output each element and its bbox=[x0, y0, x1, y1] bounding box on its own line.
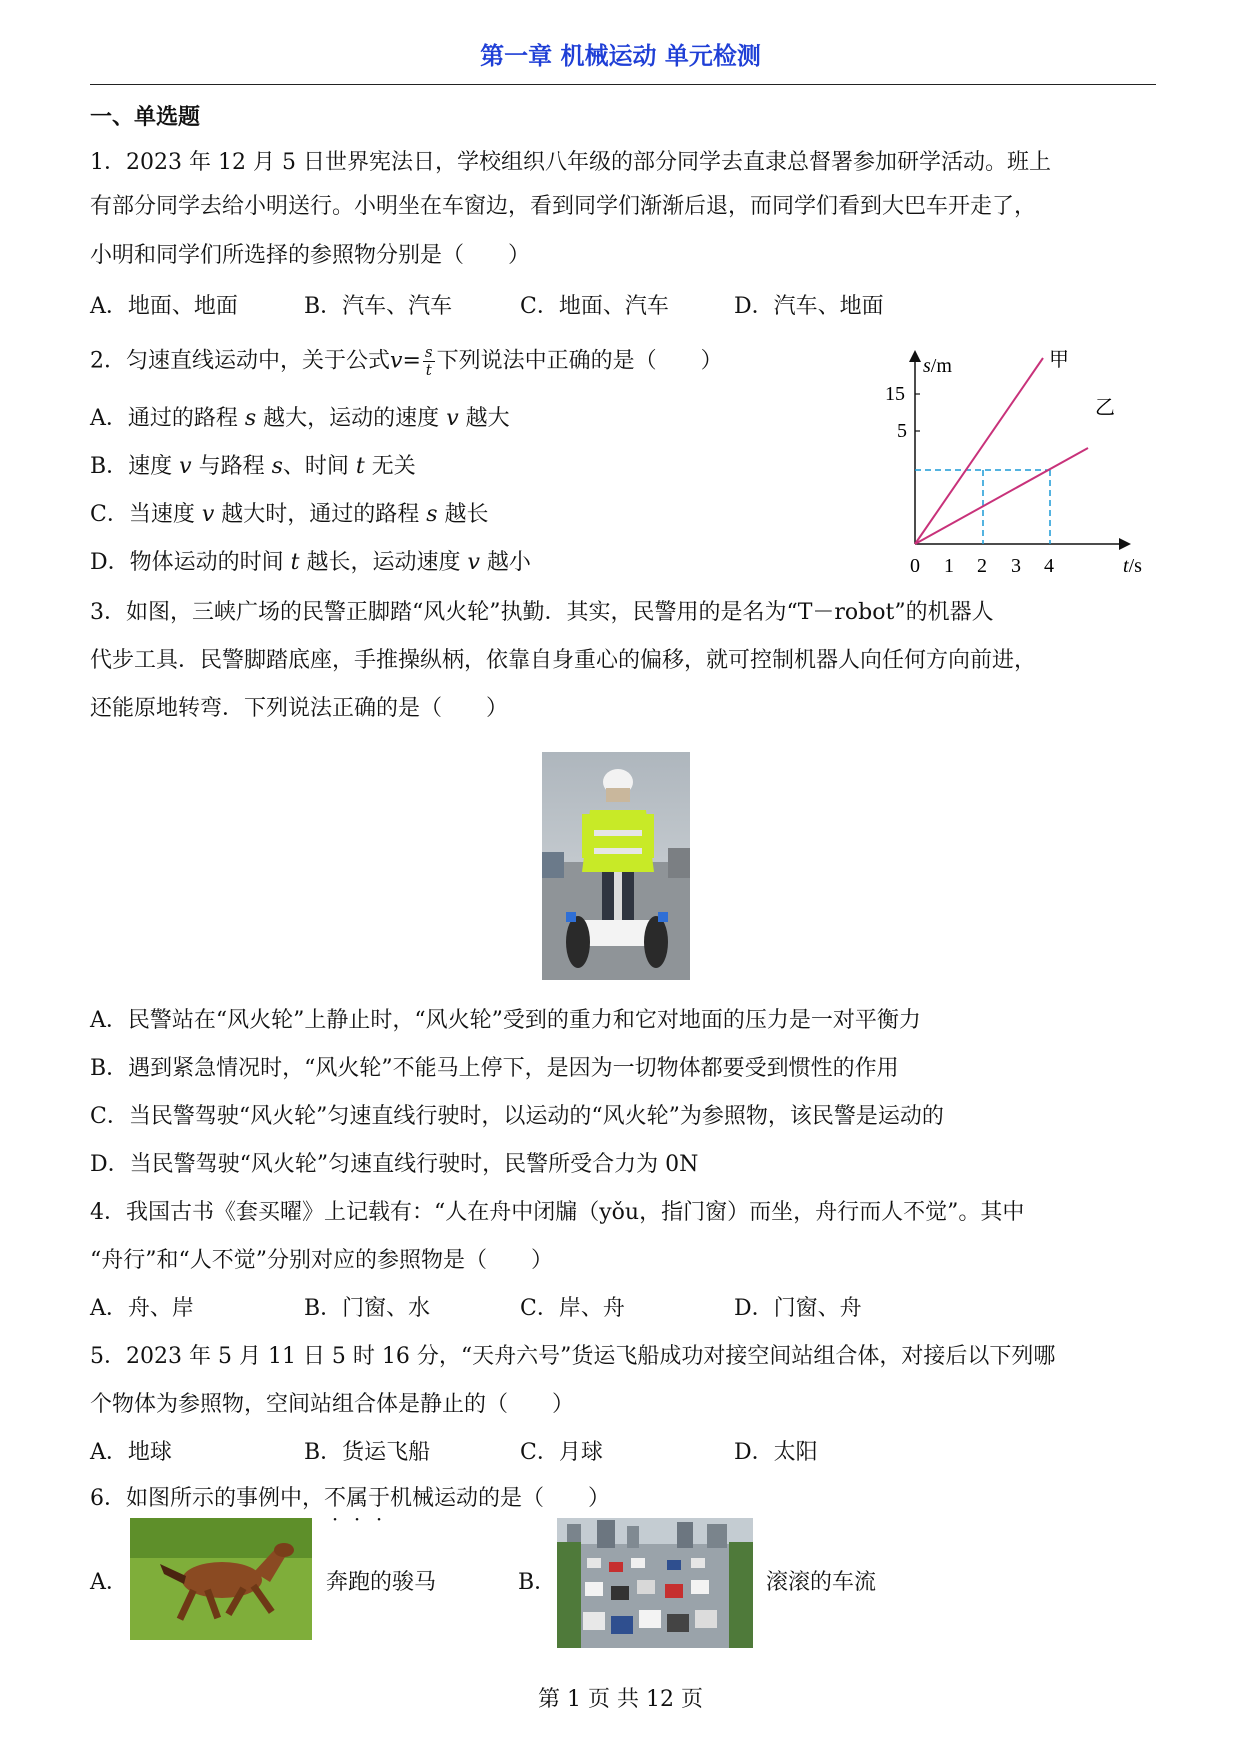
q4-option-b[interactable]: B．门窗、水 bbox=[304, 1296, 431, 1321]
x-axis-label: t/s bbox=[1123, 555, 1142, 577]
q1-option-c[interactable]: C．地面、汽车 bbox=[520, 294, 669, 319]
q5-option-c[interactable]: C．月球 bbox=[520, 1440, 603, 1465]
q2-a-text: A．通过的路程 bbox=[90, 406, 245, 431]
formula-equals: = bbox=[402, 348, 421, 374]
q4-option-c[interactable]: C．岸、舟 bbox=[520, 1296, 625, 1321]
q2-a-text: 越大，运动的速度 bbox=[256, 406, 447, 431]
q2-c-text: 越长 bbox=[437, 502, 489, 527]
x-tick-4: 4 bbox=[1044, 555, 1054, 577]
q5-stem-line1: 5．2023 年 5 月 11 日 5 时 16 分，“天舟六号”货运飞船成功对接空间站组合体，对接后以下列哪 bbox=[90, 1344, 1056, 1369]
line-yi bbox=[915, 448, 1088, 544]
q6-option-b-letter[interactable]: B． bbox=[518, 1570, 557, 1595]
q2-b-text: B．速度 bbox=[90, 454, 180, 479]
q1-stem-line1: 1．2023 年 12 月 5 日世界宪法日，学校组织八年级的部分同学去直隶总督署参加研学活动。班上 bbox=[90, 150, 1051, 175]
q3-stem-line1: 3．如图，三峡广场的民警正脚踏“风火轮”执勤．其实，民警用的是名为“T－robot”的机器人 bbox=[90, 600, 994, 625]
q1-option-b[interactable]: B．汽车、汽车 bbox=[304, 294, 453, 319]
formula-numerator: s bbox=[424, 343, 433, 361]
x-tick-0: 0 bbox=[910, 555, 920, 577]
q2-c-text: 越大时，通过的路程 bbox=[214, 502, 427, 527]
q3-option-a[interactable]: A．民警站在“风火轮”上静止时，“风火轮”受到的重力和它对地面的压力是一对平衡力 bbox=[90, 1008, 921, 1033]
q3-option-b[interactable]: B．遇到紧急情况时，“风火轮”不能马上停下，是因为一切物体都要受到惯性的作用 bbox=[90, 1056, 899, 1081]
q6-emphasis-char: 不 bbox=[324, 1486, 347, 1511]
q2-option-a[interactable] bbox=[90, 404, 510, 434]
q1-stem-line2: 有部分同学去给小明送行。小明坐在车窗边，看到同学们渐渐后退，而同学们看到大巴车开走了， bbox=[90, 194, 1037, 219]
st-graph bbox=[885, 347, 1165, 580]
q2-option-c[interactable] bbox=[90, 500, 489, 530]
q2-b-text: 、时间 bbox=[282, 454, 356, 479]
line-jia-label: 甲 bbox=[1049, 347, 1069, 371]
y-tick-15: 15 bbox=[885, 383, 905, 405]
q2-stem-prefix: 2．匀速直线运动中，关于公式 bbox=[90, 348, 390, 374]
page-footer: 第 1 页 共 12 页 bbox=[538, 1687, 703, 1712]
var-s: s bbox=[244, 406, 257, 431]
var-v: v bbox=[446, 406, 459, 431]
q2-d-text: 越小 bbox=[479, 550, 531, 575]
running-horse-photo bbox=[130, 1518, 312, 1640]
q2-b-text: 无关 bbox=[364, 454, 416, 479]
var-t: t bbox=[290, 550, 300, 575]
line-yi-label: 乙 bbox=[1095, 395, 1115, 419]
header-divider bbox=[90, 84, 1156, 85]
q6-option-b-caption: 滚滚的车流 bbox=[766, 1570, 877, 1595]
q6-stem-post: 机械运动的是（ ） bbox=[390, 1486, 611, 1511]
q2-option-b[interactable] bbox=[90, 452, 416, 482]
q6-stem bbox=[90, 1484, 610, 1514]
var-v: v bbox=[201, 502, 215, 527]
q6-option-a-caption: 奔跑的骏马 bbox=[326, 1570, 437, 1595]
q1-stem-line3: 小明和同学们所选择的参照物分别是（ ） bbox=[90, 243, 531, 268]
q1-option-a[interactable]: A．地面、地面 bbox=[90, 294, 238, 319]
q3-stem-line2: 代步工具．民警脚踏底座，手推操纵柄，依靠自身重心的偏移，就可控制机器人向任何方向前进， bbox=[90, 648, 1037, 673]
q3-stem-line3: 还能原地转弯．下列说法正确的是（ ） bbox=[90, 696, 509, 721]
var-s: s bbox=[271, 454, 283, 479]
q5-option-a[interactable]: A．地球 bbox=[90, 1440, 172, 1465]
q2-option-d[interactable] bbox=[90, 548, 531, 578]
traffic-flow-photo bbox=[557, 1518, 753, 1648]
q4-stem-line1: 4．我国古书《套买曜》上记载有：“人在舟中闭牖（yǒu，指门窗）而坐，舟行而人不觉”。其中 bbox=[90, 1200, 1025, 1225]
q6-stem-pre: 6．如图所示的事例中， bbox=[90, 1486, 324, 1511]
q2-c-text: C．当速度 bbox=[90, 502, 202, 527]
q4-option-d[interactable]: D．门窗、舟 bbox=[734, 1296, 862, 1321]
formula-denominator: t bbox=[425, 361, 432, 379]
q4-stem-line2: “舟行”和“人不觉”分别对应的参照物是（ ） bbox=[90, 1248, 553, 1273]
q6-emphasis-char: 于 bbox=[368, 1486, 391, 1511]
q5-stem-line2: 个物体为参照物，空间站组合体是静止的（ ） bbox=[90, 1392, 575, 1417]
police-robot-photo bbox=[542, 752, 690, 980]
q1-option-d[interactable]: D．汽车、地面 bbox=[734, 294, 884, 319]
q6-option-a-letter[interactable]: A． bbox=[90, 1570, 128, 1595]
q2-a-text: 越大 bbox=[458, 406, 510, 431]
var-v: v bbox=[179, 454, 192, 479]
q2-d-text: 越长，运动速度 bbox=[299, 550, 468, 575]
q2-stem-suffix: 下列说法中正确的是（ ） bbox=[436, 348, 723, 374]
q5-option-b[interactable]: B．货运飞船 bbox=[304, 1440, 431, 1465]
var-v: v bbox=[467, 550, 480, 575]
q4-option-a[interactable]: A．舟、岸 bbox=[90, 1296, 194, 1321]
q5-option-d[interactable]: D．太阳 bbox=[734, 1440, 818, 1465]
x-tick-1: 1 bbox=[944, 555, 954, 577]
page-header-title: 第一章 机械运动 单元检测 bbox=[480, 42, 761, 70]
y-tick-5: 5 bbox=[897, 420, 907, 442]
var-s: s bbox=[426, 502, 438, 527]
var-t: t bbox=[355, 454, 365, 479]
q3-option-d[interactable]: D．当民警驾驶“风火轮”匀速直线行驶时，民警所受合力为 0N bbox=[90, 1152, 699, 1177]
q3-option-c[interactable]: C．当民警驾驶“风火轮”匀速直线行驶时，以运动的“风火轮”为参照物，该民警是运动的 bbox=[90, 1104, 944, 1129]
q2-stem bbox=[90, 344, 723, 379]
x-tick-3: 3 bbox=[1011, 555, 1021, 577]
formula-fraction bbox=[423, 344, 435, 379]
section-title: 一、单选题 bbox=[90, 105, 201, 130]
q2-b-text: 与路程 bbox=[191, 454, 272, 479]
line-jia bbox=[915, 358, 1043, 544]
q6-emphasis-char: 属 bbox=[346, 1486, 369, 1511]
x-tick-2: 2 bbox=[977, 555, 987, 577]
formula-v: v bbox=[390, 348, 403, 374]
q2-d-text: D．物体运动的时间 bbox=[90, 550, 291, 575]
y-axis-label: s/m bbox=[923, 355, 952, 377]
